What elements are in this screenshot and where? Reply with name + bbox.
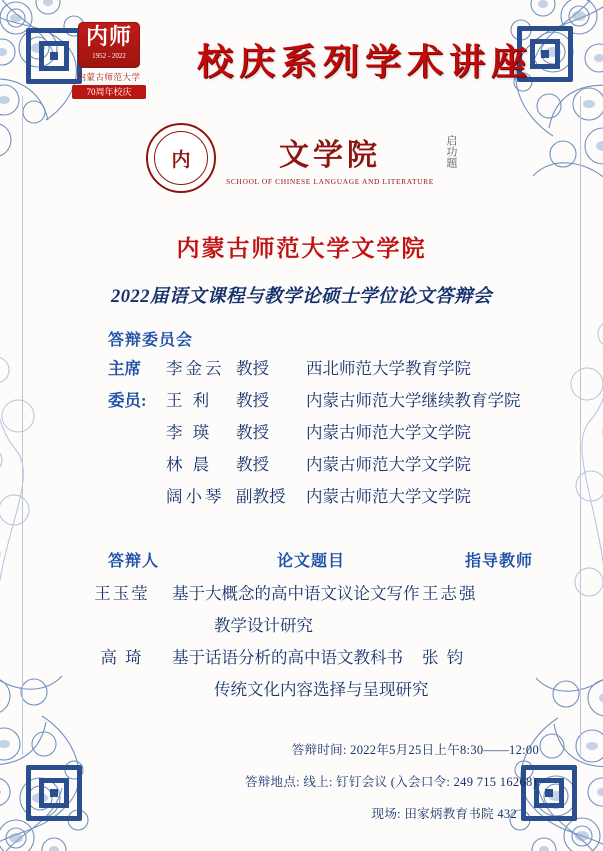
organization-name: 内蒙古师范大学文学院: [176, 236, 427, 261]
committee-role: 委员:: [108, 391, 147, 410]
advisor-name: 张 钧: [422, 648, 466, 667]
table-row-continued: [72, 676, 553, 708]
college-name-en: SCHOOL OF CHINESE LANGUAGE AND LITERATURE: [226, 177, 434, 186]
header-thesis: 论文题目: [276, 553, 345, 570]
floral-decoration-left-edge: [0, 330, 90, 590]
university-logo: [55, 22, 163, 114]
table-row-continued: [72, 612, 553, 644]
event-details: [60, 740, 539, 836]
committee-affiliation: 内蒙古师范大学继续教育学院: [306, 391, 521, 410]
college-emblem-mark: 内: [154, 131, 208, 185]
logo-seal: [78, 22, 140, 68]
committee-row: [108, 355, 543, 387]
student-name: 王玉莹: [94, 584, 150, 603]
college-name-block: [226, 130, 434, 186]
thesis-title-line2: 传统文化内容选择与呈现研究: [214, 680, 429, 699]
college-emblem-seal: [146, 123, 216, 193]
logo-seal-years: 1952 - 2022: [92, 52, 126, 60]
logo-seal-text: 内师: [85, 24, 132, 49]
defense-location-online: 答辩地点: 线上: 钉钉会议 (入会口令: 249 715 16268): [244, 775, 537, 789]
advisor-name: 王志强: [422, 584, 478, 603]
committee-row: [108, 387, 543, 419]
committee-name: 李金云: [166, 359, 225, 378]
committee-name: 林 晨: [166, 455, 213, 474]
committee-name: 王 利: [166, 391, 213, 410]
committee-list: [108, 355, 543, 515]
committee-role: 主席: [108, 359, 141, 378]
defense-table-header: [108, 548, 543, 571]
committee-row: [108, 419, 543, 451]
logo-university-name: 内蒙古师范大学: [77, 72, 141, 82]
committee-affiliation: 内蒙古师范大学文学院: [306, 423, 471, 442]
thesis-title-line1: 基于话语分析的高中语文教科书: [172, 648, 403, 667]
page-title: 校庆系列学术讲座: [196, 42, 533, 82]
logo-anniversary-badge: 70周年校庆: [72, 85, 146, 99]
committee-rank: 教授: [236, 423, 269, 442]
table-row: [72, 580, 553, 612]
defense-location-onsite: 现场: 田家炳教育书院 432: [371, 807, 517, 821]
frame-line-right: [580, 96, 581, 755]
thesis-title-line1: 基于大概念的高中语文议论文写作: [172, 584, 420, 603]
committee-affiliation: 西北师范大学教育学院: [306, 359, 471, 378]
committee-row: [108, 451, 543, 483]
table-row: [72, 644, 553, 676]
committee-row: [108, 483, 543, 515]
college-name-cn: 文学院: [278, 139, 381, 172]
committee-name: 阔小琴: [166, 487, 225, 506]
committee-section-label: 答辩委员会: [108, 332, 194, 349]
committee-rank: 教授: [236, 391, 269, 410]
header-student: 答辩人: [108, 553, 160, 570]
frame-line-left: [22, 96, 23, 755]
committee-affiliation: 内蒙古师范大学文学院: [306, 487, 471, 506]
committee-rank: 教授: [236, 359, 269, 378]
defense-table-body: [72, 580, 553, 708]
college-emblem-band: [0, 122, 603, 194]
poster-header: [0, 18, 603, 114]
student-name: 高 琦: [100, 648, 144, 667]
defense-time: 答辩时间: 2022年5月25日上午8:30——12:00: [291, 743, 539, 757]
header-advisor: 指导教师: [464, 553, 533, 570]
committee-affiliation: 内蒙古师范大学文学院: [306, 455, 471, 474]
committee-rank: 教授: [236, 455, 269, 474]
committee-name: 李 瑛: [166, 423, 213, 442]
event-subtitle: 2022届语文课程与教学论硕士学位论文答辩会: [110, 287, 492, 307]
committee-rank: 副教授: [236, 487, 286, 506]
thesis-title-line2: 教学设计研究: [214, 616, 313, 635]
calligraphy-inscription: 启功题: [444, 135, 457, 168]
